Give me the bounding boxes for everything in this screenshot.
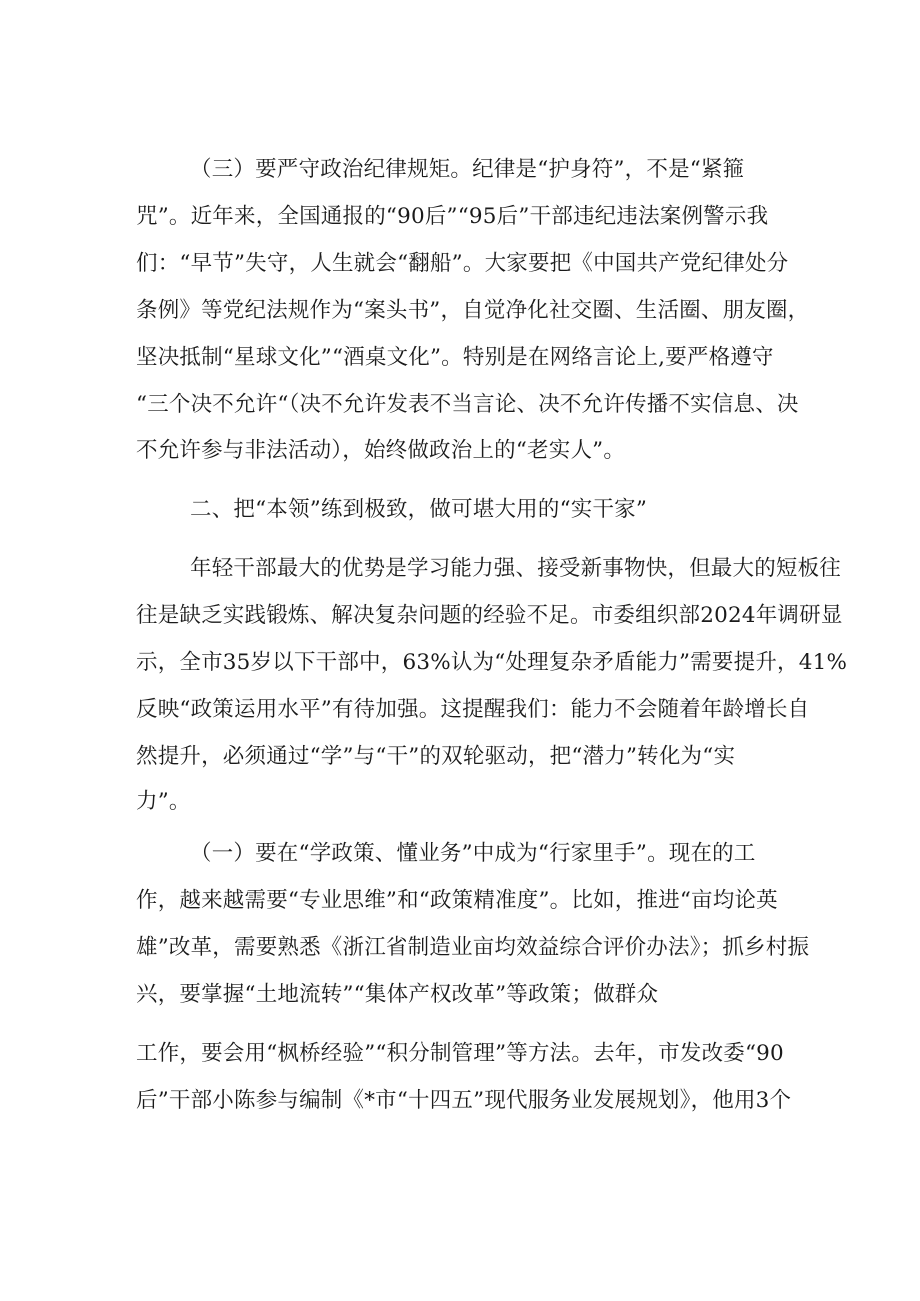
- paragraph-line: 们：“早节”失守，人生就会“翻船”。大家要把《中国共产党纪律处分: [136, 251, 789, 276]
- paragraph-line: 往是缺乏实践锻炼、解决复杂问题的经验不足。市委组织部2024年调研显: [136, 603, 843, 628]
- paragraph-line: 坚决抵制“星球文化”“酒桌文化”。特别是在网络言论上,要严格遵守: [136, 345, 774, 370]
- paragraph-line: 力”。: [136, 789, 191, 814]
- paragraph-line: 兴，要掌握“土地流转”“集体产权改革”等政策；做群众: [136, 982, 659, 1007]
- paragraph-line: （三）要严守政治纪律规矩。纪律是“护身符”，不是“紧箍: [190, 157, 745, 182]
- paragraph-line: 条例》等党纪法规作为“案头书”，自觉净化社交圈、生活圈、朋友圈，: [136, 298, 810, 323]
- paragraph-line: 年轻干部最大的优势是学习能力强、接受新事物快，但最大的短板往: [190, 556, 842, 581]
- paragraph-line: 后”干部小陈参与编制《*市“十四五”现代服务业发展规划》，他用3个: [136, 1088, 792, 1113]
- paragraph-line: 工作，要会用“枫桥经验”“积分制管理”等方法。去年，市发改委“90: [136, 1041, 784, 1066]
- paragraph-line: “三个决不允许“（决不允许发表不当言论、决不允许传播不实信息、决: [136, 392, 799, 417]
- paragraph-line: 示，全市35岁以下干部中，63%认为“处理复杂矛盾能力”需要提升，41%: [136, 650, 848, 675]
- paragraph-line: （一）要在“学政策、懂业务”中成为“行家里手”。现在的工: [190, 841, 756, 866]
- paragraph-line: 然提升，必须通过“学”与“干”的双轮驱动，把“潜力”转化为“实: [136, 744, 736, 769]
- section-heading: 二、把“本领”练到极致，做可堪大用的“实干家”: [190, 497, 648, 522]
- paragraph-line: 反映“政策运用水平”有待加强。这提醒我们：能力不会随着年龄增长自: [136, 697, 810, 722]
- paragraph-line: 咒”。近年来，全国通报的“90后”“95后”干部违纪违法案例警示我: [136, 204, 769, 229]
- paragraph-line: 作，越来越需要“专业思维”和“政策精准度”。比如，推进“亩均论英: [136, 888, 778, 913]
- paragraph-line: 雄”改革，需要熟悉《浙江省制造业亩均效益综合评价办法》；抓乡村振: [136, 935, 810, 960]
- paragraph-line: 不允许参与非法活动），始终做政治上的“老实人”。: [136, 438, 626, 463]
